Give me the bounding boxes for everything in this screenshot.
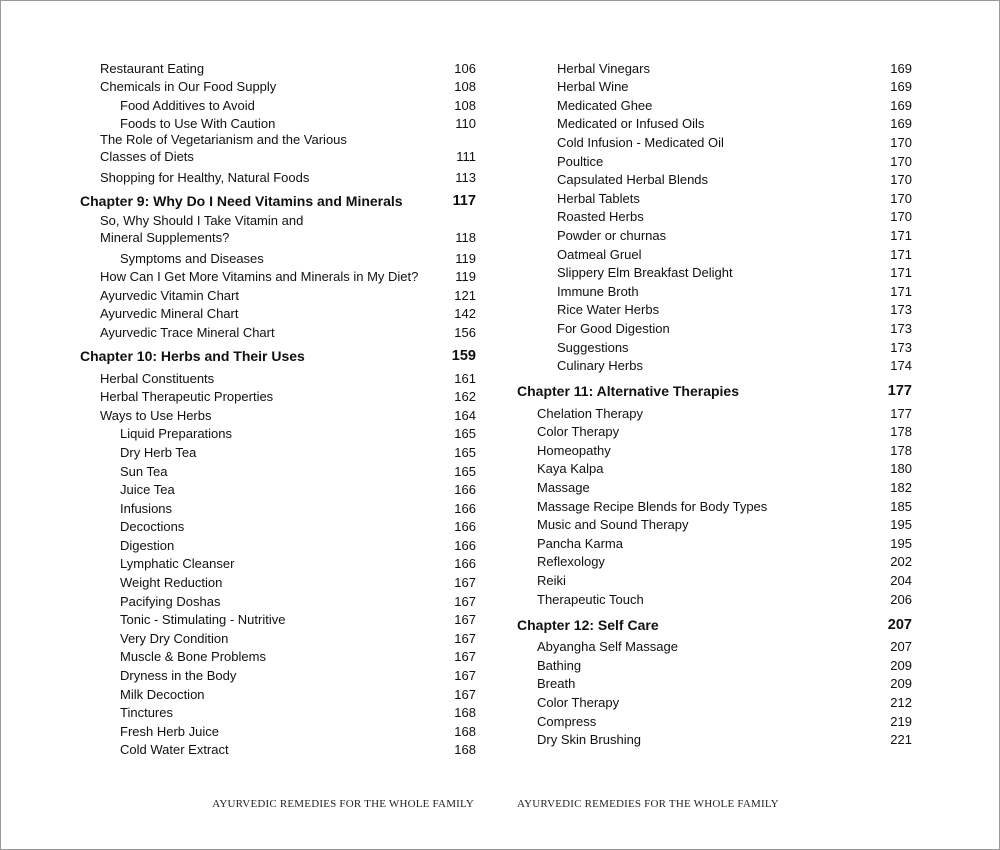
toc-page-number: 166 xyxy=(454,519,476,535)
toc-entry-title: Ayurvedic Vitamin Chart xyxy=(100,287,239,303)
toc-subsection-entry xyxy=(517,262,912,281)
toc-page-number: 169 xyxy=(890,79,912,95)
toc-page-number: 182 xyxy=(890,480,912,496)
toc-entry-title: Dry Herb Tea xyxy=(120,444,197,460)
toc-page-number: 119 xyxy=(455,250,476,266)
toc-right-column xyxy=(517,57,912,747)
toc-entry-title: Immune Broth xyxy=(557,283,639,299)
chapter-title: Chapter 9: Why Do I Need Vitamins and Minerals xyxy=(80,192,403,209)
toc-subsection-entry xyxy=(517,336,912,355)
toc-page-number: 113 xyxy=(455,169,476,185)
toc-section-entry xyxy=(80,57,476,76)
toc-page-number: 167 xyxy=(454,612,476,628)
toc-section-entry xyxy=(517,673,912,692)
toc-page-number: 121 xyxy=(454,287,476,303)
toc-entry-title: Chemicals in Our Food Supply xyxy=(100,79,277,95)
toc-page-number: 171 xyxy=(890,246,912,262)
toc-entry-title: Shopping for Healthy, Natural Foods xyxy=(100,169,310,185)
toc-page-number: 119 xyxy=(455,269,476,285)
toc-section-entry xyxy=(517,729,912,748)
toc-section-entry xyxy=(80,367,476,386)
toc-page-number: 195 xyxy=(890,535,912,551)
toc-section-entry xyxy=(517,421,912,440)
toc-section-entry xyxy=(517,636,912,655)
toc-page-number: 168 xyxy=(454,723,476,739)
toc-entry-title: Massage Recipe Blends for Body Types xyxy=(537,498,768,514)
chapter-title: Chapter 11: Alternative Therapies xyxy=(517,383,740,400)
toc-entry-title: Ways to Use Herbs xyxy=(100,407,212,423)
toc-page-number: 206 xyxy=(890,591,912,607)
toc-entry-title: Ayurvedic Mineral Chart xyxy=(100,306,239,322)
toc-entry-title-continued: Classes of Diets xyxy=(100,149,194,165)
chapter-title: Chapter 10: Herbs and Their Uses xyxy=(80,347,305,364)
toc-subsection-entry xyxy=(80,247,476,266)
toc-subsection-entry xyxy=(80,497,476,516)
toc-entry-title: Powder or churnas xyxy=(557,227,667,243)
chapter-page-number: 159 xyxy=(451,347,476,364)
toc-page-number: 178 xyxy=(890,424,912,440)
toc-entry-title: Abyangha Self Massage xyxy=(537,639,678,655)
toc-entry-title: Culinary Herbs xyxy=(557,358,643,374)
toc-section-entry xyxy=(80,404,476,423)
toc-section-entry xyxy=(517,569,912,588)
toc-page-number: 195 xyxy=(890,517,912,533)
toc-page-number: 168 xyxy=(454,742,476,758)
toc-page-number: 171 xyxy=(890,265,912,281)
toc-section-entry xyxy=(517,691,912,710)
toc-entry-title: Color Therapy xyxy=(537,695,620,710)
toc-section-entry xyxy=(80,321,476,340)
toc-entry-title: Capsulated Herbal Blends xyxy=(557,172,709,188)
toc-entry-title: Medicated Ghee xyxy=(557,97,653,113)
toc-section-entry xyxy=(517,495,912,514)
toc-page-number: 166 xyxy=(454,482,476,498)
toc-page-number: 106 xyxy=(454,60,476,76)
toc-page-number: 219 xyxy=(890,713,912,729)
toc-page-number: 174 xyxy=(890,358,912,374)
toc-entry-title: Digestion xyxy=(120,537,175,553)
toc-page-number: 108 xyxy=(454,79,476,95)
toc-page-number: 169 xyxy=(890,116,912,132)
toc-section-entry xyxy=(517,588,912,607)
toc-page-number: 156 xyxy=(454,324,476,340)
toc-page-number: 118 xyxy=(455,229,476,245)
toc-entry-title: Compress xyxy=(537,713,597,729)
toc-page-number: 165 xyxy=(454,463,476,479)
toc-subsection-entry xyxy=(517,243,912,262)
toc-section-entry xyxy=(80,266,476,285)
toc-entry-title: Ayurvedic Trace Mineral Chart xyxy=(100,324,275,340)
toc-entry-title: Muscle & Bone Problems xyxy=(120,649,266,665)
toc-entry-title: Food Additives to Avoid xyxy=(120,97,255,113)
toc-subsection-entry xyxy=(80,739,476,758)
toc-subsection-entry xyxy=(80,423,476,442)
toc-page-number: 142 xyxy=(454,306,476,322)
toc-subsection-entry xyxy=(80,553,476,572)
toc-entry-title: Roasted Herbs xyxy=(557,209,644,225)
toc-entry-title: Reflexology xyxy=(537,554,605,570)
toc-subsection-entry xyxy=(517,131,912,150)
footer-right-running-title: AYURVEDIC REMEDIES FOR THE WHOLE FAMILY xyxy=(517,798,779,810)
toc-page-number: 209 xyxy=(890,676,912,692)
toc-subsection-entry xyxy=(80,479,476,498)
toc-page-number: 173 xyxy=(890,339,912,355)
toc-subsection-entry xyxy=(80,702,476,721)
toc-entry-title: Milk Decoction xyxy=(120,686,205,702)
toc-subsection-entry xyxy=(80,571,476,590)
toc-entry-title: Massage xyxy=(537,480,590,496)
toc-subsection-entry xyxy=(80,590,476,609)
toc-page-number: 165 xyxy=(454,426,476,442)
toc-entry-title: Therapeutic Touch xyxy=(537,591,644,607)
toc-subsection-entry xyxy=(517,280,912,299)
toc-page-number: 177 xyxy=(890,405,912,421)
toc-page-number: 185 xyxy=(890,498,912,514)
toc-entry-title: Tinctures xyxy=(120,705,173,721)
toc-page-number: 171 xyxy=(890,227,912,243)
toc-subsection-entry xyxy=(517,169,912,188)
toc-entry-title: Medicated or Infused Oils xyxy=(557,116,705,132)
toc-page-number: 167 xyxy=(454,686,476,702)
toc-page-number: 164 xyxy=(454,407,476,423)
toc-subsection-entry xyxy=(517,206,912,225)
toc-subsection-entry xyxy=(517,57,912,76)
toc-entry-title: Lymphatic Cleanser xyxy=(120,556,235,572)
toc-subsection-entry xyxy=(517,299,912,318)
toc-entry-title: Poultice xyxy=(557,153,604,169)
toc-entry-title: Liquid Preparations xyxy=(120,426,233,442)
toc-page-number: 111 xyxy=(456,149,476,165)
toc-entry-title: Dryness in the Body xyxy=(120,668,237,684)
chapter-title: Chapter 12: Self Care xyxy=(517,616,659,633)
toc-page-number: 167 xyxy=(454,649,476,665)
toc-chapter-heading xyxy=(517,616,912,634)
toc-entry-title: Kaya Kalpa xyxy=(537,461,604,477)
toc-subsection-entry xyxy=(80,460,476,479)
toc-page-number: 170 xyxy=(890,172,912,188)
toc-entry-title: Reiki xyxy=(537,573,566,589)
toc-subsection-entry xyxy=(80,441,476,460)
toc-entry-title: Herbal Constituents xyxy=(100,370,215,386)
toc-page-number: 167 xyxy=(454,593,476,609)
toc-subsection-entry xyxy=(517,187,912,206)
toc-entry-title: Herbal Wine xyxy=(557,79,629,95)
toc-page-number: 162 xyxy=(454,389,476,405)
toc-subsection-entry xyxy=(80,646,476,665)
toc-page-number: 167 xyxy=(454,668,476,684)
toc-page-number: 110 xyxy=(455,116,476,132)
toc-page-number: 180 xyxy=(890,461,912,477)
toc-entry-title: How Can I Get More Vitamins and Minerals in My Diet? xyxy=(100,269,419,285)
toc-section-entry xyxy=(80,212,476,247)
toc-entry-title: Herbal Tablets xyxy=(557,190,640,206)
toc-page-number: 173 xyxy=(890,302,912,318)
toc-entry-title: Slippery Elm Breakfast Delight xyxy=(557,265,733,281)
toc-entry-title: Cold Infusion - Medicated Oil xyxy=(557,134,724,150)
toc-entry-title: Bathing xyxy=(537,657,582,673)
toc-entry-title: Pancha Karma xyxy=(537,535,623,551)
toc-entry-title: Homeopathy xyxy=(537,442,611,458)
toc-page-number: 167 xyxy=(454,630,476,646)
toc-page-number: 108 xyxy=(454,97,476,113)
toc-entry-title: Decoctions xyxy=(120,519,185,535)
toc-page-number: 204 xyxy=(890,573,912,589)
toc-page-number: 212 xyxy=(890,695,912,710)
toc-page-number: 161 xyxy=(454,370,476,386)
toc-page-number: 173 xyxy=(890,320,912,336)
toc-subsection-entry xyxy=(517,317,912,336)
toc-page-number: 165 xyxy=(454,444,476,460)
toc-subsection-entry xyxy=(80,534,476,553)
toc-entry-title: Dry Skin Brushing xyxy=(537,732,642,748)
toc-entry-title: Symptoms and Diseases xyxy=(120,250,264,266)
toc-page-number: 170 xyxy=(890,153,912,169)
toc-page-number: 168 xyxy=(454,705,476,721)
toc-entry-title: So, Why Should I Take Vitamin and xyxy=(100,212,304,228)
toc-section-entry xyxy=(517,551,912,570)
toc-entry-title: For Good Digestion xyxy=(557,320,670,336)
toc-section-entry xyxy=(517,710,912,729)
toc-subsection-entry xyxy=(80,516,476,535)
chapter-page-number: 207 xyxy=(887,616,912,633)
toc-section-entry xyxy=(517,476,912,495)
toc-subsection-entry xyxy=(80,609,476,628)
toc-section-entry xyxy=(80,76,476,95)
toc-subsection-entry xyxy=(517,224,912,243)
toc-subsection-entry xyxy=(80,683,476,702)
toc-entry-title: Herbal Therapeutic Properties xyxy=(100,389,274,405)
toc-subsection-entry xyxy=(517,150,912,169)
toc-subsection-entry xyxy=(517,94,912,113)
toc-chapter-heading xyxy=(517,382,912,400)
chapter-page-number: 177 xyxy=(887,383,912,400)
toc-entry-title: Juice Tea xyxy=(120,482,175,498)
toc-section-entry xyxy=(80,166,476,185)
toc-entry-title: Restaurant Eating xyxy=(100,60,205,76)
toc-entry-title: Pacifying Doshas xyxy=(120,593,221,609)
toc-entry-title: Music and Sound Therapy xyxy=(537,517,689,533)
toc-entry-title: Herbal Vinegars xyxy=(557,60,650,76)
toc-page-number: 170 xyxy=(890,190,912,206)
toc-entry-title: Foods to Use With Caution xyxy=(120,116,276,132)
footer-left-running-title: AYURVEDIC REMEDIES FOR THE WHOLE FAMILY xyxy=(212,798,474,810)
toc-subsection-entry xyxy=(80,113,476,132)
toc-entry-title: Sun Tea xyxy=(120,463,168,479)
toc-chapter-heading xyxy=(80,192,476,210)
toc-section-entry xyxy=(80,386,476,405)
toc-subsection-entry xyxy=(517,355,912,374)
toc-entry-title: Color Therapy xyxy=(537,424,620,440)
toc-page-number: 170 xyxy=(890,209,912,225)
toc-page-number: 169 xyxy=(890,97,912,113)
toc-page-number: 202 xyxy=(890,554,912,570)
toc-subsection-entry xyxy=(517,113,912,132)
toc-entry-title: The Role of Vegetarianism and the Various xyxy=(100,132,347,148)
toc-entry-title: Rice Water Herbs xyxy=(557,302,660,318)
toc-subsection-entry xyxy=(80,94,476,113)
toc-entry-title: Infusions xyxy=(120,500,173,516)
toc-chapter-heading xyxy=(80,347,476,365)
toc-entry-title: Oatmeal Gruel xyxy=(557,246,642,262)
toc-page-number: 178 xyxy=(890,442,912,458)
toc-entry-title: Fresh Herb Juice xyxy=(120,723,219,739)
toc-page-number: 166 xyxy=(454,556,476,572)
toc-entry-title: Tonic - Stimulating - Nutritive xyxy=(120,612,286,628)
toc-section-entry xyxy=(80,131,476,166)
toc-page-number: 166 xyxy=(454,537,476,553)
toc-section-entry xyxy=(517,654,912,673)
toc-entry-title: Chelation Therapy xyxy=(537,405,643,421)
toc-section-entry xyxy=(80,284,476,303)
toc-page-number: 166 xyxy=(454,500,476,516)
toc-section-entry xyxy=(517,532,912,551)
toc-entry-title: Cold Water Extract xyxy=(120,742,229,758)
toc-page-number: 167 xyxy=(454,575,476,591)
chapter-page-number: 117 xyxy=(452,192,476,209)
toc-section-entry xyxy=(517,458,912,477)
toc-page-number: 209 xyxy=(890,657,912,673)
toc-section-entry xyxy=(517,402,912,421)
toc-subsection-entry xyxy=(80,627,476,646)
toc-page-number: 170 xyxy=(890,134,912,150)
toc-entry-title: Suggestions xyxy=(557,339,629,355)
toc-page-number: 207 xyxy=(890,639,912,655)
toc-entry-title-continued: Mineral Supplements? xyxy=(100,229,230,245)
toc-entry-title: Breath xyxy=(537,676,576,692)
toc-left-column xyxy=(80,57,476,757)
toc-section-entry xyxy=(517,514,912,533)
toc-subsection-entry xyxy=(80,664,476,683)
toc-subsection-entry xyxy=(80,720,476,739)
toc-entry-title: Very Dry Condition xyxy=(120,630,229,646)
toc-page-number: 221 xyxy=(890,732,912,748)
toc-section-entry xyxy=(80,303,476,322)
toc-page-number: 171 xyxy=(890,283,912,299)
toc-section-entry xyxy=(517,439,912,458)
toc-entry-title: Weight Reduction xyxy=(120,575,223,591)
toc-page-number: 169 xyxy=(890,60,912,76)
toc-subsection-entry xyxy=(517,76,912,95)
